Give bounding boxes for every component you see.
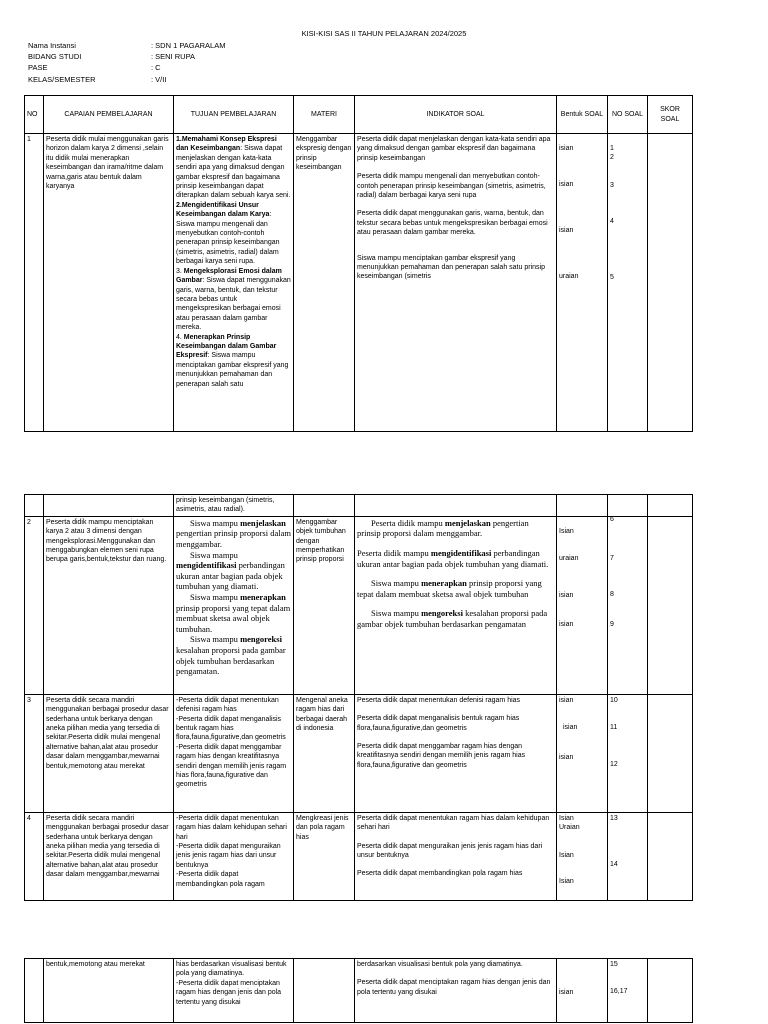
row-number: 3 bbox=[25, 694, 44, 812]
table-row bbox=[25, 134, 693, 432]
table-row bbox=[25, 516, 693, 694]
question-number: 6 bbox=[610, 515, 614, 523]
meta-label: PASE bbox=[28, 63, 48, 73]
question-number: 15 bbox=[610, 961, 618, 968]
col-header-tujuan: TUJUAN PEMBELAJARAN bbox=[174, 96, 294, 134]
question-number: 3 bbox=[610, 181, 614, 189]
question-number: 1 bbox=[610, 145, 614, 152]
objective-title: 1.Memahami Konsep Ekspresi dan Keseimbangan bbox=[176, 136, 277, 153]
meta-label: BIDANG STUDI bbox=[28, 52, 82, 62]
skor-cell bbox=[648, 812, 693, 900]
meta-label: KELAS/SEMESTER bbox=[28, 74, 96, 84]
objective-text: -Peserta didik dapat menganalisis bentuk ragam hias flora,fauna,figurative,dan geometris bbox=[176, 715, 286, 742]
objective-text: -Peserta didik dapat membandingkan pola ragam bbox=[176, 871, 265, 888]
objective-number: 4. bbox=[176, 333, 184, 341]
skor-cell bbox=[648, 134, 693, 432]
capaian-cell: Peserta didik mampu menciptakan karya 2 atau 3 dimensi dengan mengeksplorasi.Menggunakan dan menggabungkan elemen seni rupa berupa garis,bentuk,tekstur dan ruang. bbox=[44, 516, 174, 694]
row-number: 4 bbox=[25, 812, 44, 900]
capaian-cell: Peserta didik mulai menggunakan garis horizon dalam karya 2 dimensi ,selain itu didik mulai menerapkan keseimbangan dan irama/ritme dalam warna,garis atau bentuk dalam karyanya bbox=[44, 134, 174, 432]
page-1 bbox=[0, 0, 768, 452]
indicator-text: Peserta didik dapat menggunakan garis, warna, bentuk, dan tekstur secara bebas untuk mengekspresikan berbagai emosi atau perasaan dalam gambar mereka. bbox=[357, 210, 548, 237]
indicator-text: Peserta didik dapat menguraikan jenis jenis ragam hias dari unsur bentuknya bbox=[357, 842, 543, 860]
indikator-cell bbox=[355, 134, 557, 432]
no-soal-cell bbox=[608, 134, 648, 432]
indicator-text: Peserta didik dapat menggambar ragam hias dengan kreatifitasnya sendiri dengan memilih jenis ragam hias flora,fauna,figurative dan geometris bbox=[357, 743, 526, 769]
capaian-cell: Peserta didik secara mandiri menggunakan berbagai prosedur dasar sederhana untuk berkarya dengan aneka pilihan media yang tersedia di sekitar.Peserta didik mulai mengenal alternative bahan,alat atau prosedur dasar dalam menggambar,mewarnai bbox=[44, 812, 174, 900]
table-row bbox=[25, 959, 693, 1023]
document-meta bbox=[28, 40, 225, 85]
question-type: Uraian bbox=[559, 824, 580, 832]
objective-text: -Peserta didik dapat menentukan ragam hias dalam kehidupan sehari hari bbox=[176, 814, 287, 841]
materi-cell: Menggambar ekspresig dengan prinsip keseimbangan bbox=[294, 134, 355, 432]
question-type: isian bbox=[559, 621, 574, 629]
objective-text: hias berdasarkan visualisasi bentuk pola yang diamatinya. bbox=[176, 961, 287, 978]
col-header-no-soal: NO SOAL bbox=[608, 96, 648, 134]
question-number: 14 bbox=[610, 861, 618, 869]
col-header-materi: MATERI bbox=[294, 96, 355, 134]
objective-text: -Peserta didik dapat menentukan defenisi ragam hias bbox=[176, 696, 279, 714]
meta-value: : SENI RUPA bbox=[151, 52, 196, 62]
objective-title: Mengeksplorasi Emosi dalam Gambar bbox=[176, 267, 282, 285]
skor-cell bbox=[648, 959, 693, 1023]
objective-number: 3. bbox=[176, 267, 184, 275]
indikator-cell bbox=[355, 812, 557, 900]
materi-cell: Mengkreasi jenis dan pola ragam hias bbox=[294, 812, 355, 900]
tujuan-cell: prinsip keseimbangan (simetris, asimetris, atau radial). bbox=[174, 495, 294, 517]
row-number: 1 bbox=[25, 134, 44, 432]
col-header-capaian: CAPAIAN PEMBELAJARAN bbox=[44, 96, 174, 134]
tujuan-cell bbox=[174, 959, 294, 1023]
objective-text: : Siswa dapat menggunakan garis, warna, bentuk, dan tekstur secara bebas untuk mengekspresikan berbagai emosi atau perasaan dalam gambar mereka. bbox=[176, 277, 291, 332]
no-soal-cell bbox=[608, 959, 648, 1023]
indicator-text: Siswa mampu menciptakan gambar ekspresif yang menunjukkan pemahaman dan penerapan salah satu prinsip keseimbangan (simetris bbox=[357, 254, 545, 281]
question-type: isian bbox=[559, 753, 574, 761]
tujuan-cell bbox=[174, 812, 294, 900]
question-type: isian bbox=[559, 696, 574, 704]
indicator-text: Peserta didik dapat menentukan ragam hias dalam kehidupan sehari hari bbox=[357, 814, 550, 832]
question-number: 10 bbox=[610, 696, 618, 704]
question-number: 16,17 bbox=[610, 988, 628, 996]
indicator-text: Peserta didik dapat menciptakan ragam hias dengan jenis dan pola tertentu yang disukai bbox=[357, 979, 551, 996]
indikator-cell: Peserta didik mampu menjelaskan pengertian prinsip proporsi dalam menggambar. Peserta didik mampu mengidentifikasi perbandingan ukuran antar bagian pada objek tumbuhan yang diamati. Siswa mampu menerapkan prinsip proporsi yang tepat dalam membuat sketsa awal objek tumbuhan Siswa mampu mengoreksi kesalahan proporsi pada gambar objek tumbuhan berdasarkan pengamatan bbox=[355, 516, 557, 694]
materi-cell: Mengenal aneka ragam hias dari berbagai daerah di indonesia bbox=[294, 694, 355, 812]
question-type: uraian bbox=[559, 555, 579, 563]
tujuan-cell bbox=[174, 694, 294, 812]
capaian-cell: Peserta didik secara mandiri menggunakan berbagai prosedur dasar sederhana untuk berkarya dengan aneka pilihan media yang tersedia di sekitar.Peserta didik mulai mengenal alternative bahan,alat atau prosedur dasar dalam menggambar,mewarnai bentuk,memotong atau merekat bbox=[44, 694, 174, 812]
question-type: isian bbox=[559, 181, 574, 189]
col-header-indikator: INDIKATOR SOAL bbox=[355, 96, 557, 134]
objective-text: : Siswa mampu mengenali dan menyebutkan contoh-contoh penerapan prinsip keseimbangan (simetris, asimetris, radial) dalam berbagai karya seni rupa. bbox=[176, 211, 280, 266]
question-number: 5 bbox=[610, 273, 614, 281]
question-type: Isian bbox=[559, 878, 574, 886]
bentuk-cell bbox=[557, 959, 608, 1023]
meta-value: : V/II bbox=[151, 74, 167, 84]
table-row bbox=[25, 495, 693, 517]
question-type: isian bbox=[559, 145, 574, 152]
col-header-skor: SKOR SOAL bbox=[648, 96, 693, 134]
question-type: Isian bbox=[559, 527, 574, 535]
question-number: 2 bbox=[610, 154, 614, 162]
question-number: 11 bbox=[610, 724, 618, 732]
grid-table-3 bbox=[24, 958, 693, 1023]
page-2 bbox=[0, 494, 768, 914]
question-number: 13 bbox=[610, 814, 618, 822]
header-row bbox=[25, 96, 693, 134]
objective-text: -Peserta didik dapat menggambar ragam hias dengan kreatifitasnya sendiri dengan memilih jenis ragam hias flora,fauna,figurative dan geometris bbox=[176, 743, 287, 789]
indicator-text: Peserta didik dapat membandingkan pola ragam hias bbox=[357, 870, 523, 878]
materi-cell: Menggambar objek tumbuhan dengan memperhatikan prinsip proporsi bbox=[294, 516, 355, 694]
question-number: 7 bbox=[610, 555, 614, 563]
no-soal-cell bbox=[608, 812, 648, 900]
meta-label: Nama Instansi bbox=[28, 41, 76, 50]
question-type: uraian bbox=[559, 273, 579, 281]
skor-cell bbox=[648, 694, 693, 812]
objective-text: : Siswa mampu menciptakan gambar ekspresif yang menunjukkan pemahaman dan penerapan salah satu bbox=[176, 352, 289, 388]
question-type: isian bbox=[559, 226, 574, 234]
bentuk-cell bbox=[557, 134, 608, 432]
bentuk-cell bbox=[557, 516, 608, 694]
document-title: KISI-KISI SAS II TAHUN PELAJARAN 2024/2025 bbox=[301, 29, 467, 38]
question-type: Isian bbox=[559, 851, 574, 859]
table-row bbox=[25, 812, 693, 900]
objective-text: -Peserta didik dapat menguraikan jenis jenis ragam hias dari unsur bentuknya bbox=[176, 843, 281, 869]
col-header-no: NO bbox=[25, 96, 44, 134]
indicator-text: Peserta didik dapat menjelaskan dengan kata-kata sendiri apa yang dimaksud dengan gambar ekspresif dan bagaimana prinsip keseimbangan bbox=[357, 136, 551, 162]
meta-value: : C bbox=[151, 63, 161, 73]
question-type: Isian bbox=[559, 814, 574, 822]
page-3 bbox=[0, 958, 768, 1024]
question-number: 8 bbox=[610, 590, 614, 598]
tujuan-cell bbox=[174, 134, 294, 432]
indicator-text: Peserta didik dapat menganalisis bentuk ragam hias flora,fauna,figurative,dan geometris bbox=[357, 715, 520, 732]
col-header-bentuk: Bentuk SOAL bbox=[557, 96, 608, 134]
table-row bbox=[25, 694, 693, 812]
indicator-text: Peserta didik dapat menentukan defenisi ragam hias bbox=[357, 696, 521, 704]
objective-title: Menerapkan Prinsip Keseimbangan dalam Gambar Ekspresif bbox=[176, 333, 277, 360]
row-number: 2 bbox=[25, 516, 44, 694]
question-type: isian bbox=[559, 591, 574, 599]
no-soal-cell bbox=[608, 694, 648, 812]
indicator-text: Peserta didik mampu mengenali dan menyebutkan contoh-contoh penerapan prinsip keseimbangan (simetris, asimetris, radial) dalam berbagai karya seni rupa bbox=[357, 173, 546, 200]
indikator-cell bbox=[355, 694, 557, 812]
grid-table-2 bbox=[24, 494, 693, 901]
meta-value: : SDN 1 PAGARALAM bbox=[151, 41, 226, 50]
capaian-cell: bentuk,memotong atau merekat bbox=[44, 959, 174, 1023]
tujuan-cell: Siswa mampu menjelaskan pengertian prinsip proporsi dalam menggambar. Siswa mampu mengidentifikasi perbandingan ukuran antar bagian pada objek tumbuhan yang diamati. Siswa mampu menerapkan prinsip proporsi yang tepat dalam membuat sketsa awal objek tumbuhan. Siswa mampu mengoreksi kesalahan proporsi pada gambar objek tumbuhan berdasarkan pengamatan. bbox=[174, 516, 294, 694]
question-number: 4 bbox=[610, 218, 614, 226]
question-type: isian bbox=[563, 724, 578, 732]
question-type: isian bbox=[559, 989, 574, 996]
question-number: 9 bbox=[610, 621, 614, 629]
objective-text: : Siswa dapat menjelaskan dengan kata-kata sendiri apa yang dimaksud dengan gambar ekspresif dan bagaimana prinsip keseimbangan dapat diterapkan dalam sebuah karya seni. bbox=[176, 145, 291, 200]
no-soal-cell bbox=[608, 516, 648, 694]
question-number: 12 bbox=[610, 760, 618, 768]
skor-cell bbox=[648, 516, 693, 694]
indikator-cell bbox=[355, 959, 557, 1023]
bentuk-cell bbox=[557, 694, 608, 812]
indicator-text: berdasarkan visualisasi bentuk pola yang diamatinya. bbox=[357, 961, 523, 968]
bentuk-cell bbox=[557, 812, 608, 900]
objective-title: 2.Mengidentifikasi Unsur Keseimbangan dalam Karya bbox=[176, 201, 270, 219]
grid-table-1 bbox=[24, 95, 693, 432]
objective-text: -Peserta didik dapat menciptakan ragam hias dengan jenis dan pola tertentu yang disukai bbox=[176, 979, 282, 1006]
